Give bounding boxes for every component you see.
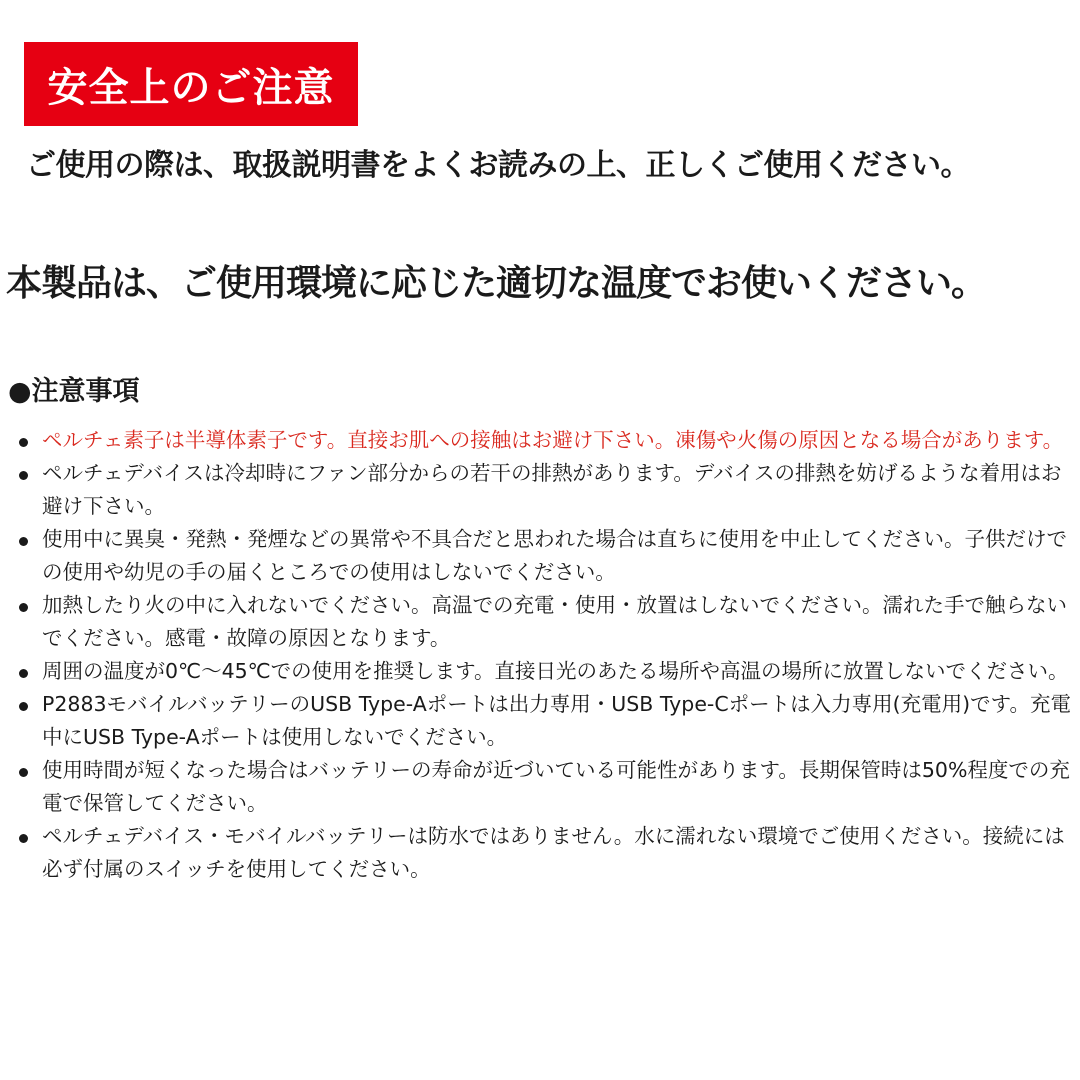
list-item-text: P2883モバイルバッテリーのUSB Type-Aポートは出力専用・USB Type-Cポートは入力専用(充電用)です。充電中にUSB Type-Aポートは使用しないでください。 [42, 692, 1071, 749]
bullet-icon [19, 438, 28, 447]
title-badge [24, 42, 358, 126]
list-item-text: ペルチェ素子は半導体素子です。直接お肌への接触はお避け下さい。凍傷や火傷の原因となる場合があります。 [42, 428, 1064, 452]
bullet-icon [19, 669, 28, 678]
bullet-icon [19, 603, 28, 612]
list-item [16, 589, 1074, 655]
bullet-icon [19, 834, 28, 843]
list-item [16, 457, 1074, 523]
list-item [16, 754, 1074, 820]
list-item-text: 加熱したり火の中に入れないでください。高温での充電・使用・放置はしないでください。濡れた手で触らないでください。感電・故障の原因となります。 [42, 593, 1067, 650]
caution-list [16, 424, 1074, 886]
bullet-icon [19, 471, 28, 480]
list-item-text: ペルチェデバイスは冷却時にファン部分からの若干の排熱があります。デバイスの排熱を妨げるような着用はお避け下さい。 [42, 461, 1062, 518]
lead-temperature-notice: 本製品は、ご使用環境に応じた適切な温度でお使いください。 [6, 263, 987, 304]
list-item [16, 655, 1074, 688]
page-title: 安全上のご注意 [47, 64, 335, 111]
list-item [16, 820, 1074, 886]
list-item [16, 424, 1074, 457]
lead-instruction: ご使用の際は、取扱説明書をよくお読みの上、正しくご使用ください。 [26, 148, 970, 183]
section-heading: ●注意事項 [8, 376, 140, 407]
list-item-text: ペルチェデバイス・モバイルバッテリーは防水ではありません。水に濡れない環境でご使用ください。接続には必ず付属のスイッチを使用してください。 [42, 824, 1065, 881]
bullet-icon [19, 537, 28, 546]
list-item [16, 688, 1074, 754]
bullet-icon [19, 702, 28, 711]
bullet-icon [19, 768, 28, 777]
list-item [16, 523, 1074, 589]
list-item-text: 使用中に異臭・発熱・発煙などの異常や不具合だと思われた場合は直ちに使用を中止してください。子供だけでの使用や幼児の手の届くところでの使用はしないでください。 [42, 527, 1067, 584]
list-item-text: 周囲の温度が0℃～45℃での使用を推奨します。直接日光のあたる場所や高温の場所に放置しないでください。 [42, 659, 1069, 683]
list-item-text: 使用時間が短くなった場合はバッテリーの寿命が近づいている可能性があります。長期保管時は50%程度での充電で保管してください。 [42, 758, 1070, 815]
